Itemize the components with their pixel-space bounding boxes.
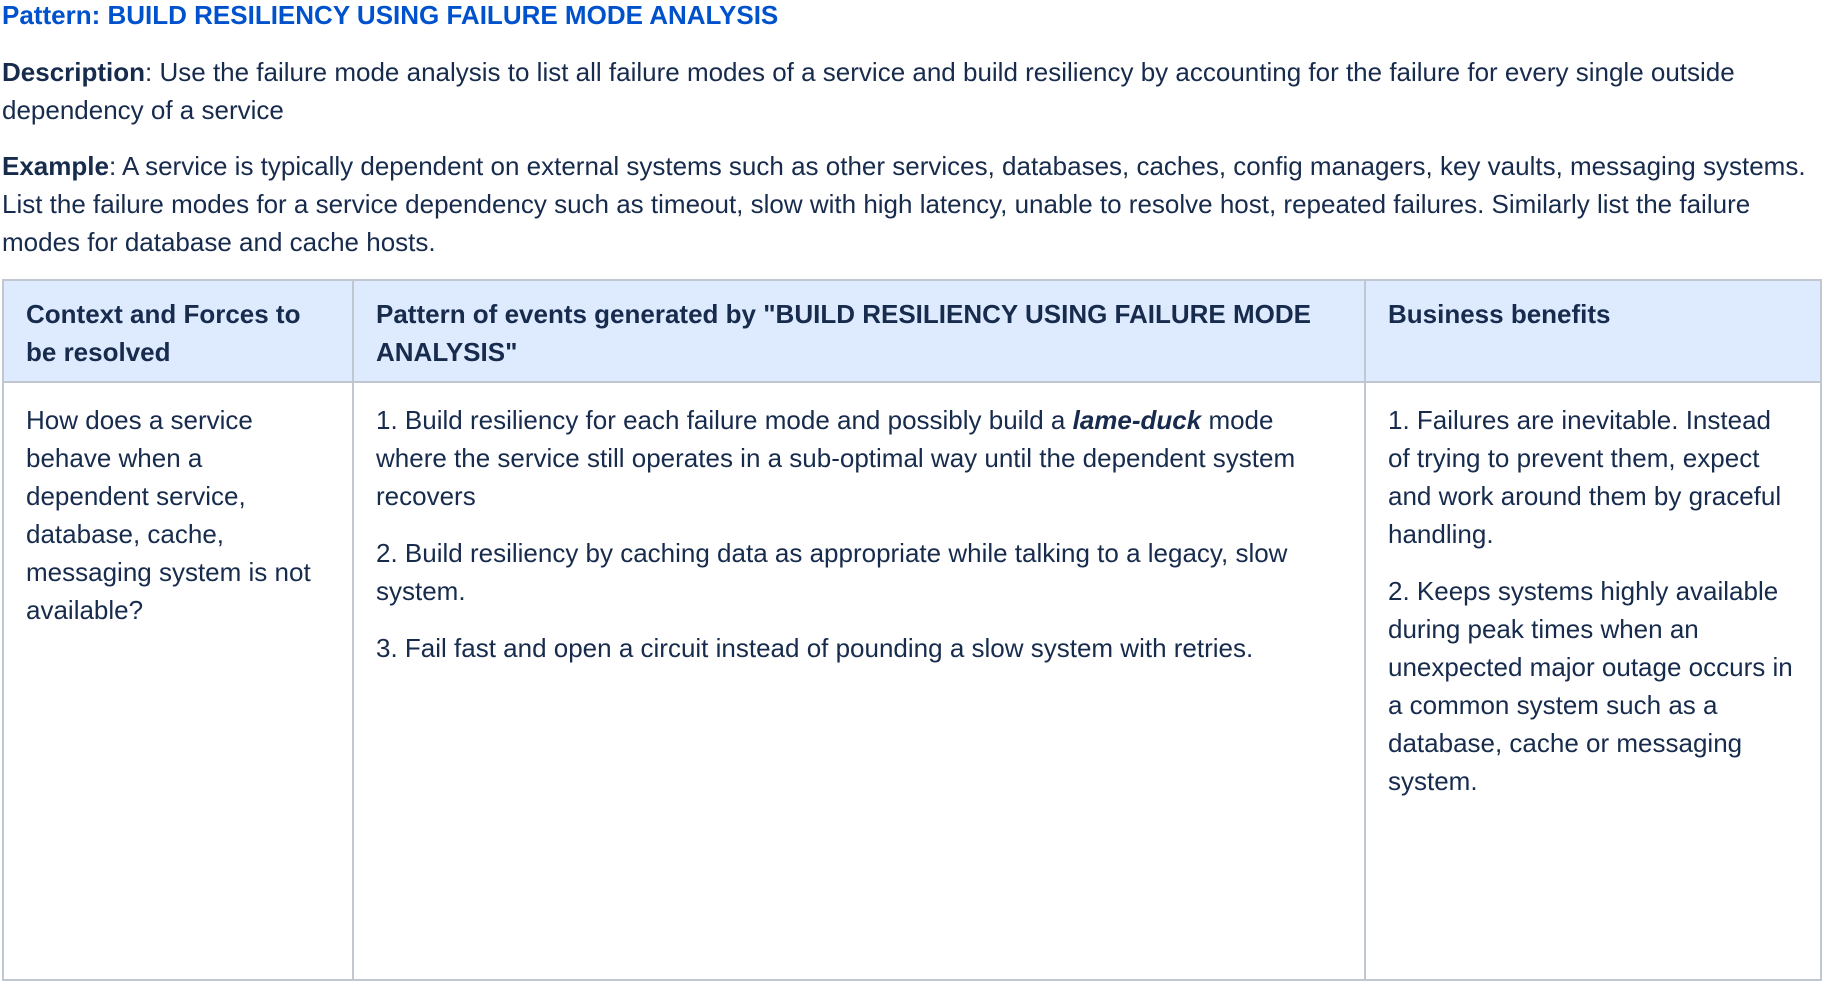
cell-benefits <box>1365 382 1821 980</box>
header-events: Pattern of events generated by "BUILD RESILIENCY USING FAILURE MODE ANALYSIS" <box>353 280 1365 382</box>
table-header-row <box>3 280 1821 382</box>
event-item-2: 2. Build resiliency by caching data as appropriate while talking to a legacy, slow system. <box>376 538 1288 606</box>
description-label: Description <box>2 57 146 87</box>
description-text: : Use the failure mode analysis to list all failure modes of a service and build resiliency by accounting for the failure for every single outside dependency of a service <box>2 57 1735 125</box>
example-text: : A service is typically dependent on external systems such as other services, databases, caches, config managers, key vaults, messaging systems. List the failure modes for a service dependency such as timeout, slow with high latency, unable to resolve host, repeated failures. Similarly list the failure modes for database and cache hosts. <box>2 151 1806 257</box>
pattern-name: BUILD RESILIENCY USING FAILURE MODE ANALYSIS <box>107 0 779 30</box>
cell-events <box>353 382 1365 980</box>
event-item-1-end: mode where the service still operates in a sub-optimal way until the dependent system recovers <box>376 405 1296 511</box>
pattern-table <box>2 279 1822 981</box>
lame-duck-emphasis: lame-duck <box>1072 405 1202 435</box>
benefit-item-1: 1. Failures are inevitable. Instead of trying to prevent them, expect and work around them by graceful handling. <box>1388 405 1782 549</box>
table-row <box>3 382 1821 980</box>
pattern-label: Pattern: <box>2 0 101 30</box>
context-text: How does a service behave when a dependent service, database, cache, messaging system is not available? <box>26 405 311 625</box>
event-item-3: 3. Fail fast and open a circuit instead of pounding a slow system with retries. <box>376 633 1254 663</box>
cell-context <box>3 382 353 980</box>
pattern-title <box>2 0 778 34</box>
example-paragraph <box>2 147 1817 261</box>
header-benefits: Business benefits <box>1365 280 1821 382</box>
event-item-1-start: 1. Build resiliency for each failure mode and possibly build a <box>376 405 1073 435</box>
benefit-item-2: 2. Keeps systems highly available during peak times when an unexpected major outage occurs in a common system such as a database, cache or messaging system. <box>1388 576 1793 796</box>
example-label: Example <box>2 151 109 181</box>
header-context: Context and Forces to be resolved <box>3 280 353 382</box>
description-paragraph <box>2 53 1817 129</box>
event-item-1 <box>376 401 1342 515</box>
